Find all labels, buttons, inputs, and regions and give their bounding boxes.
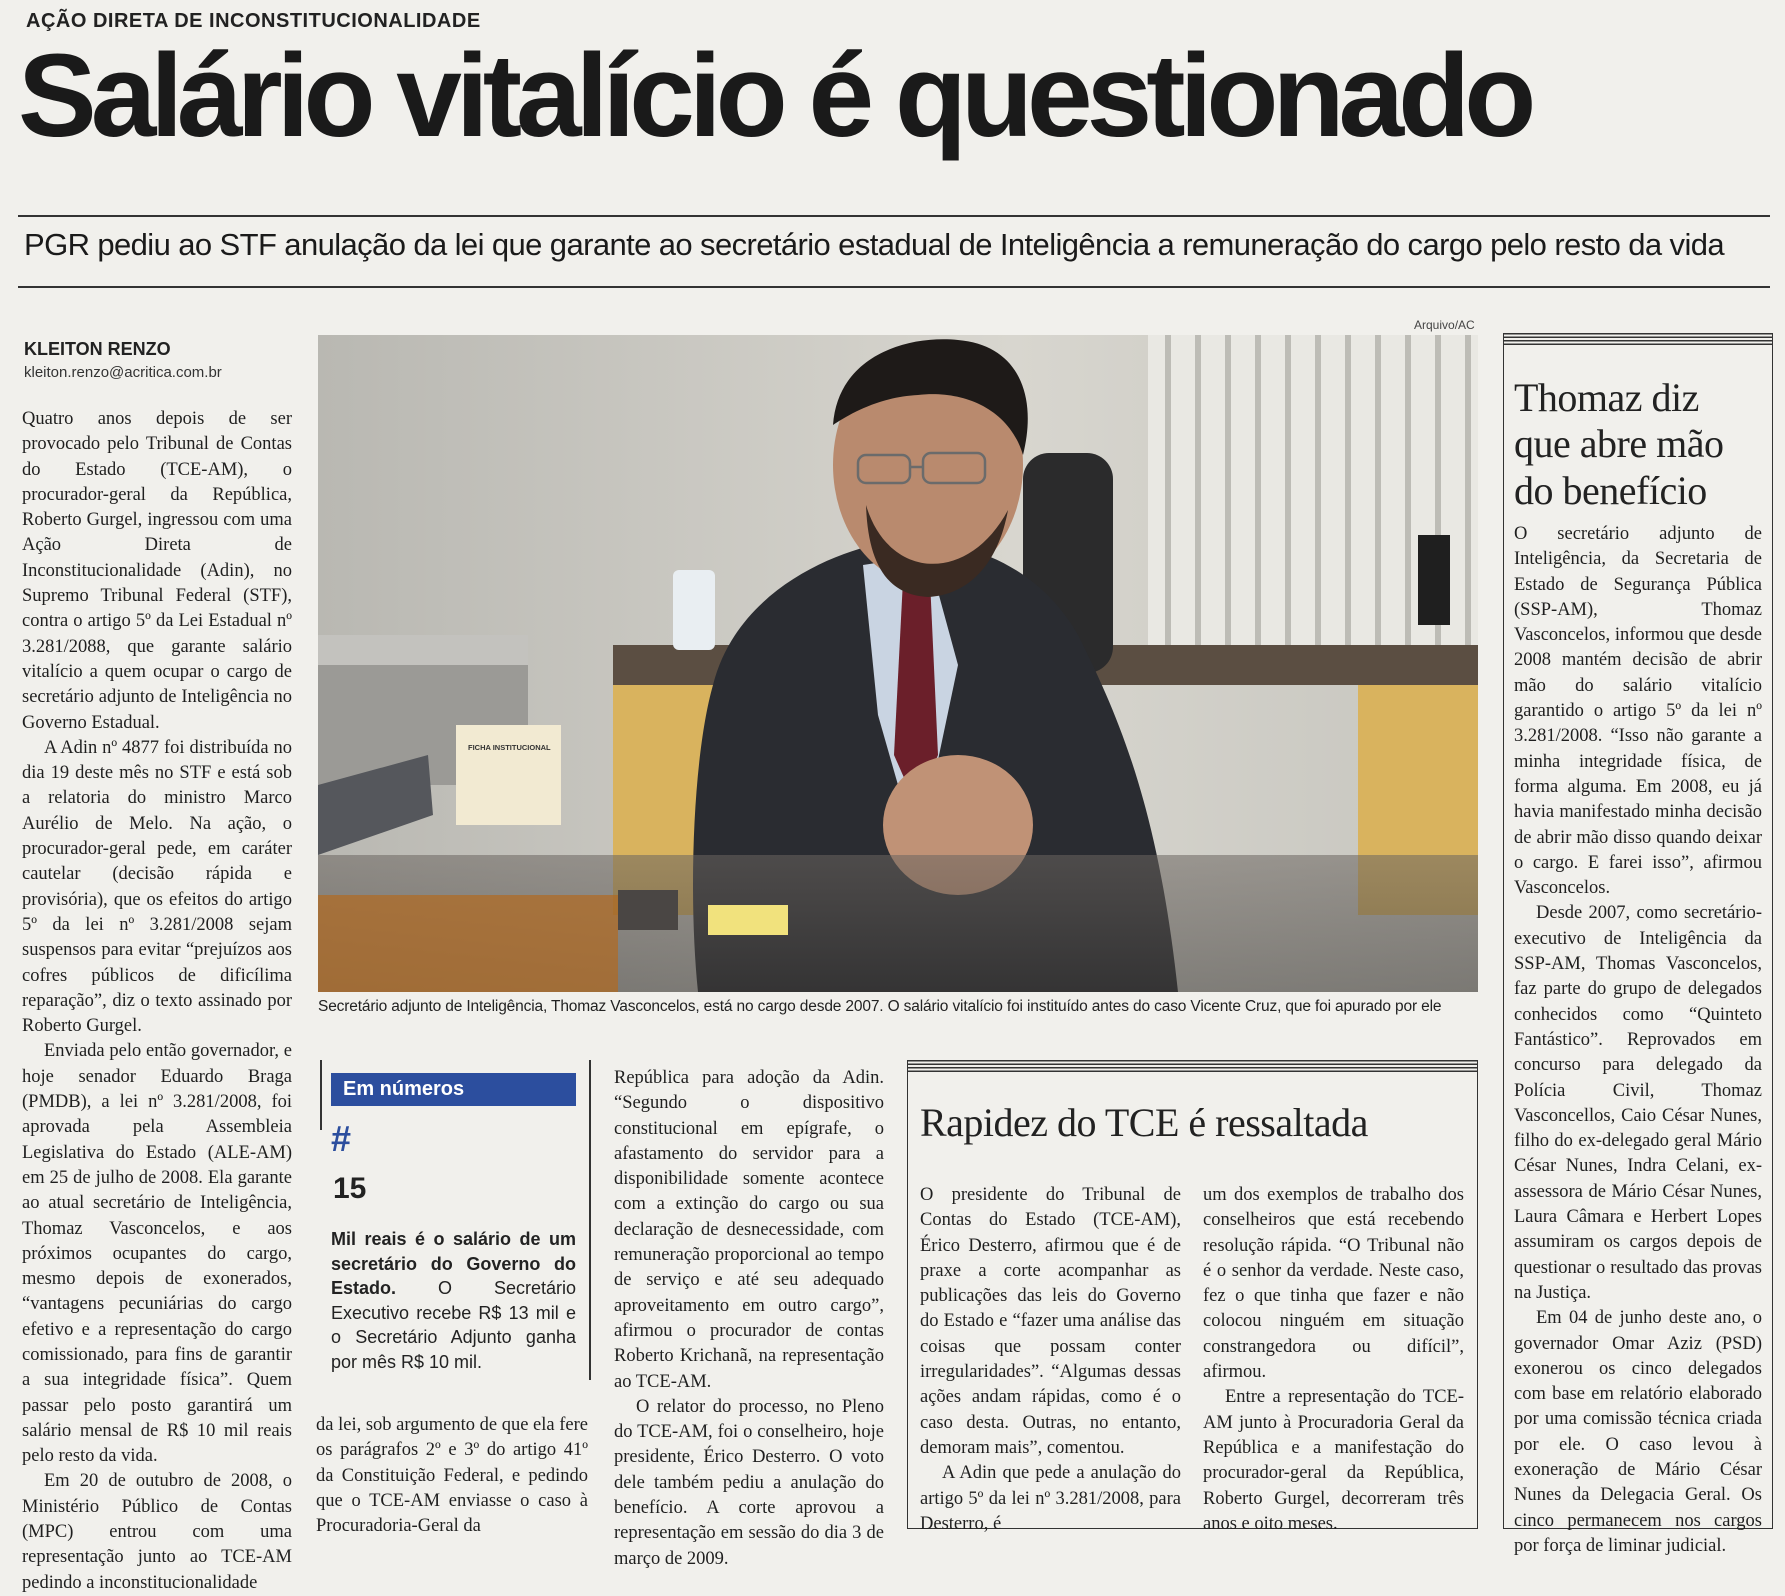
numbers-tag: Em números <box>331 1073 576 1106</box>
numbers-text <box>331 1227 576 1374</box>
main-article-col1 <box>22 407 292 1596</box>
tce-box-col1 <box>920 1183 1181 1537</box>
hash-icon: # <box>331 1118 352 1159</box>
paragraph: Quatro anos depois de ser provocado pelo Tribunal de Contas do Estado (TCE-AM), o procurador-geral da República, Roberto Gurgel, ingressou com uma Ação Direta de Inconstitucionalidade (Adin), no Supremo Tribunal Federal (STF), contra o artigo 5º da Lei Estadual nº 3.281/2088, que garante salário vitalício a quem ocupar o cargo de secretário adjunto de Inteligência no Governo Estadual. <box>22 409 292 733</box>
paragraph: Entre a representação do TCE-AM junto à Procuradoria Geral da República e a manifestação do procurador-geral da República, Roberto Gurgel, decorreram três anos e oito meses. <box>1203 1387 1464 1534</box>
headline-rule <box>18 215 1770 217</box>
box-stripes <box>908 1060 1477 1072</box>
thomaz-box-title: Thomaz diz que abre mão do benefício <box>1514 375 1724 513</box>
headline: Salário vitalício é questionado <box>18 30 1531 162</box>
kicker: AÇÃO DIRETA DE INCONSTITUCIONALIDADE <box>26 10 481 32</box>
paragraph: um dos exemplos de trabalho dos conselheiros que está recebendo resolução rápida. “O Tribunal não é o senhor da verdade. Neste caso, fez o que tinha que fazer e não colocou ninguém em situação constrangedora ou difícil”, afirmou. <box>1203 1185 1464 1383</box>
radio <box>1418 535 1450 625</box>
desk-sign <box>456 725 561 825</box>
paragraph: Enviada pelo então governador, e hoje senador Eduardo Braga (PMDB), a lei nº 3.281/2008, foi aprovada pela Assembleia Legislativa do Estado (ALE-AM) em 25 de julho de 2008. Ela garante ao atual secretário de Inteligência, Thomaz Vasconcelos, e aos próximos ocupantes do cargo, mesmo depois de exonerados, “vantagens pecuniárias do cargo efetivo e a representação do cargo comissionado, para fins de garantir a sua integridade física”. Quem passar pelo posto garantirá um salário mensal de R$ 10 mil reais pelo resto da vida. <box>22 1041 292 1467</box>
numbers-box-rule <box>320 1060 322 1130</box>
paragraph: da lei, sob argumento de que ela fere os parágrafos 2º e 3º do artigo 41º da Constituição Federal, e pedindo que o TCE-AM enviasse o caso à Procuradoria-Geral da <box>316 1415 588 1537</box>
photo-credit: Arquivo/AC <box>1414 318 1475 332</box>
thomaz-box-body <box>1514 522 1762 1559</box>
paragraph: A Adin nº 4877 foi distribuída no dia 19 deste mês no STF e está sob a relatoria do ministro Marco Aurélio de Melo. Na ação, o procurador-geral pede, em caráter cautelar (decisão rápida e provisória), que os efeitos do artigo 5º da lei nº 3.281/2008 sejam suspensos para evitar “prejuízos aos cofres públicos de dificílima reparação”, diz o texto assinado por Roberto Gurgel. <box>22 737 292 1037</box>
desk-sign-title: FICHA INSTITUCIONAL <box>468 743 551 752</box>
numbers-text-bold: Mil reais é o salário de um secretário do Governo do Estado. <box>331 1229 576 1298</box>
box-stripes <box>1504 333 1772 345</box>
main-article-col2 <box>316 1413 588 1539</box>
numbers-box-rule-right <box>589 1060 591 1380</box>
paragraph: República para adoção da Adin. “Segundo o dispositivo constitucional em epígrafe, o afastamento do servidor para a disponibilidade somente acontece com a extinção do cargo ou sua declaração de desnecessidade, com remuneração proporcional ao tempo de serviço e até seu adequado aproveitamento em outro cargo”, afirmou o procurador de contas Roberto Krichanã, na representação ao TCE-AM. <box>614 1068 884 1392</box>
byline-author: KLEITON RENZO <box>24 339 171 359</box>
article-photo <box>318 335 1478 992</box>
paragraph: Desde 2007, como secretário-executivo de Inteligência da SSP-AM, Thomas Vasconcelos, faz parte do grupo de delegados conhecidos como “Quinteto Fantástico”. Reprovados em concurso para delegado da Polícia Civil, Thomaz Vasconcellos, Caio César Nunes, filho do ex-delegado geral Mário César Nunes, Indra Celani, ex-assessora de Mário César Nunes, Laura Câmara e Herbert Lopes assumiram os cargos depois de questionar o resultado das provas na Justiça. <box>1514 903 1762 1303</box>
desk-corner <box>318 895 618 992</box>
paragraph: A Adin que pede a anulação do artigo 5º da lei nº 3.281/2008, para Desterro, é <box>920 1463 1181 1534</box>
paragraph: Em 04 de junho deste ano, o governador Omar Aziz (PSD) exonerou os cinco delegados com base em relatório elaborado por uma comissão técnica criada por ele. O caso levou à exoneração de Mário César Nunes da Delegacia Geral. Os cinco permanecem nos cargos por força de liminar judicial. <box>1514 1308 1762 1556</box>
numbers-value: 15 <box>333 1172 367 1205</box>
numbers-text-body: O Secretário Executivo recebe R$ 13 mil e o Secretário Adjunto ganha por mês R$ 10 mil. <box>331 1278 576 1372</box>
photo-caption: Secretário adjunto de Inteligência, Thomaz Vasconcelos, está no cargo desde 2007. O salário vitalício foi instituído antes do caso Vicente Cruz, que foi apurado por ele <box>318 998 1442 1015</box>
container <box>673 570 715 650</box>
deck-rule <box>18 286 1770 288</box>
main-article-col3 <box>614 1066 884 1572</box>
paragraph: O secretário adjunto de Inteligência, da Secretaria de Estado de Segurança Pública (SSP-AM), Thomaz Vasconcelos, informou que desde 2008 mantém decisão de abrir mão do salário vitalício garantido o artigo 5º da lei nº 3.281/2008. “Isso não garante a minha integridade física, de forma alguma. Em 2008, eu já havia manifestado minha decisão de abrir mão disso quando deixar o cargo. E farei isso”, afirmou Vasconcelos. <box>1514 524 1762 899</box>
paragraph: O presidente do Tribunal de Contas do Estado (TCE-AM), Érico Desterro, afirmou que é de praxe a corte acompanhar as publicações das leis do Governo do Estado e “fazer uma análise das coisas que possam conter irregularidades”. “Algumas dessas ações andam rápidas, como é o caso desta. Outras, no entanto, demoram mais”, comentou. <box>920 1185 1181 1458</box>
deck: PGR pediu ao STF anulação da lei que garante ao secretário estadual de Inteligência a remuneração do cargo pelo resto da vida <box>24 227 1725 262</box>
paragraph: Em 20 de outubro de 2008, o Ministério Público de Contas (MPC) entrou com uma representação junto ao TCE-AM pedindo a inconstitucionalidade <box>22 1471 292 1593</box>
tce-box-col2 <box>1203 1183 1464 1537</box>
paragraph: O relator do processo, no Pleno do TCE-AM, foi o conselheiro, hoje presidente, Érico Desterro. O voto dele também pediu a anulação do benefício. A corte aprovou a representação em sessão do dia 3 de março de 2009. <box>614 1396 884 1569</box>
photo-illustration <box>318 335 1478 992</box>
byline-email[interactable]: kleiton.renzo@acritica.com.br <box>24 364 222 381</box>
phone <box>618 890 678 930</box>
sticky-note <box>708 905 788 935</box>
tce-box-title: Rapidez do TCE é ressaltada <box>920 1100 1368 1145</box>
